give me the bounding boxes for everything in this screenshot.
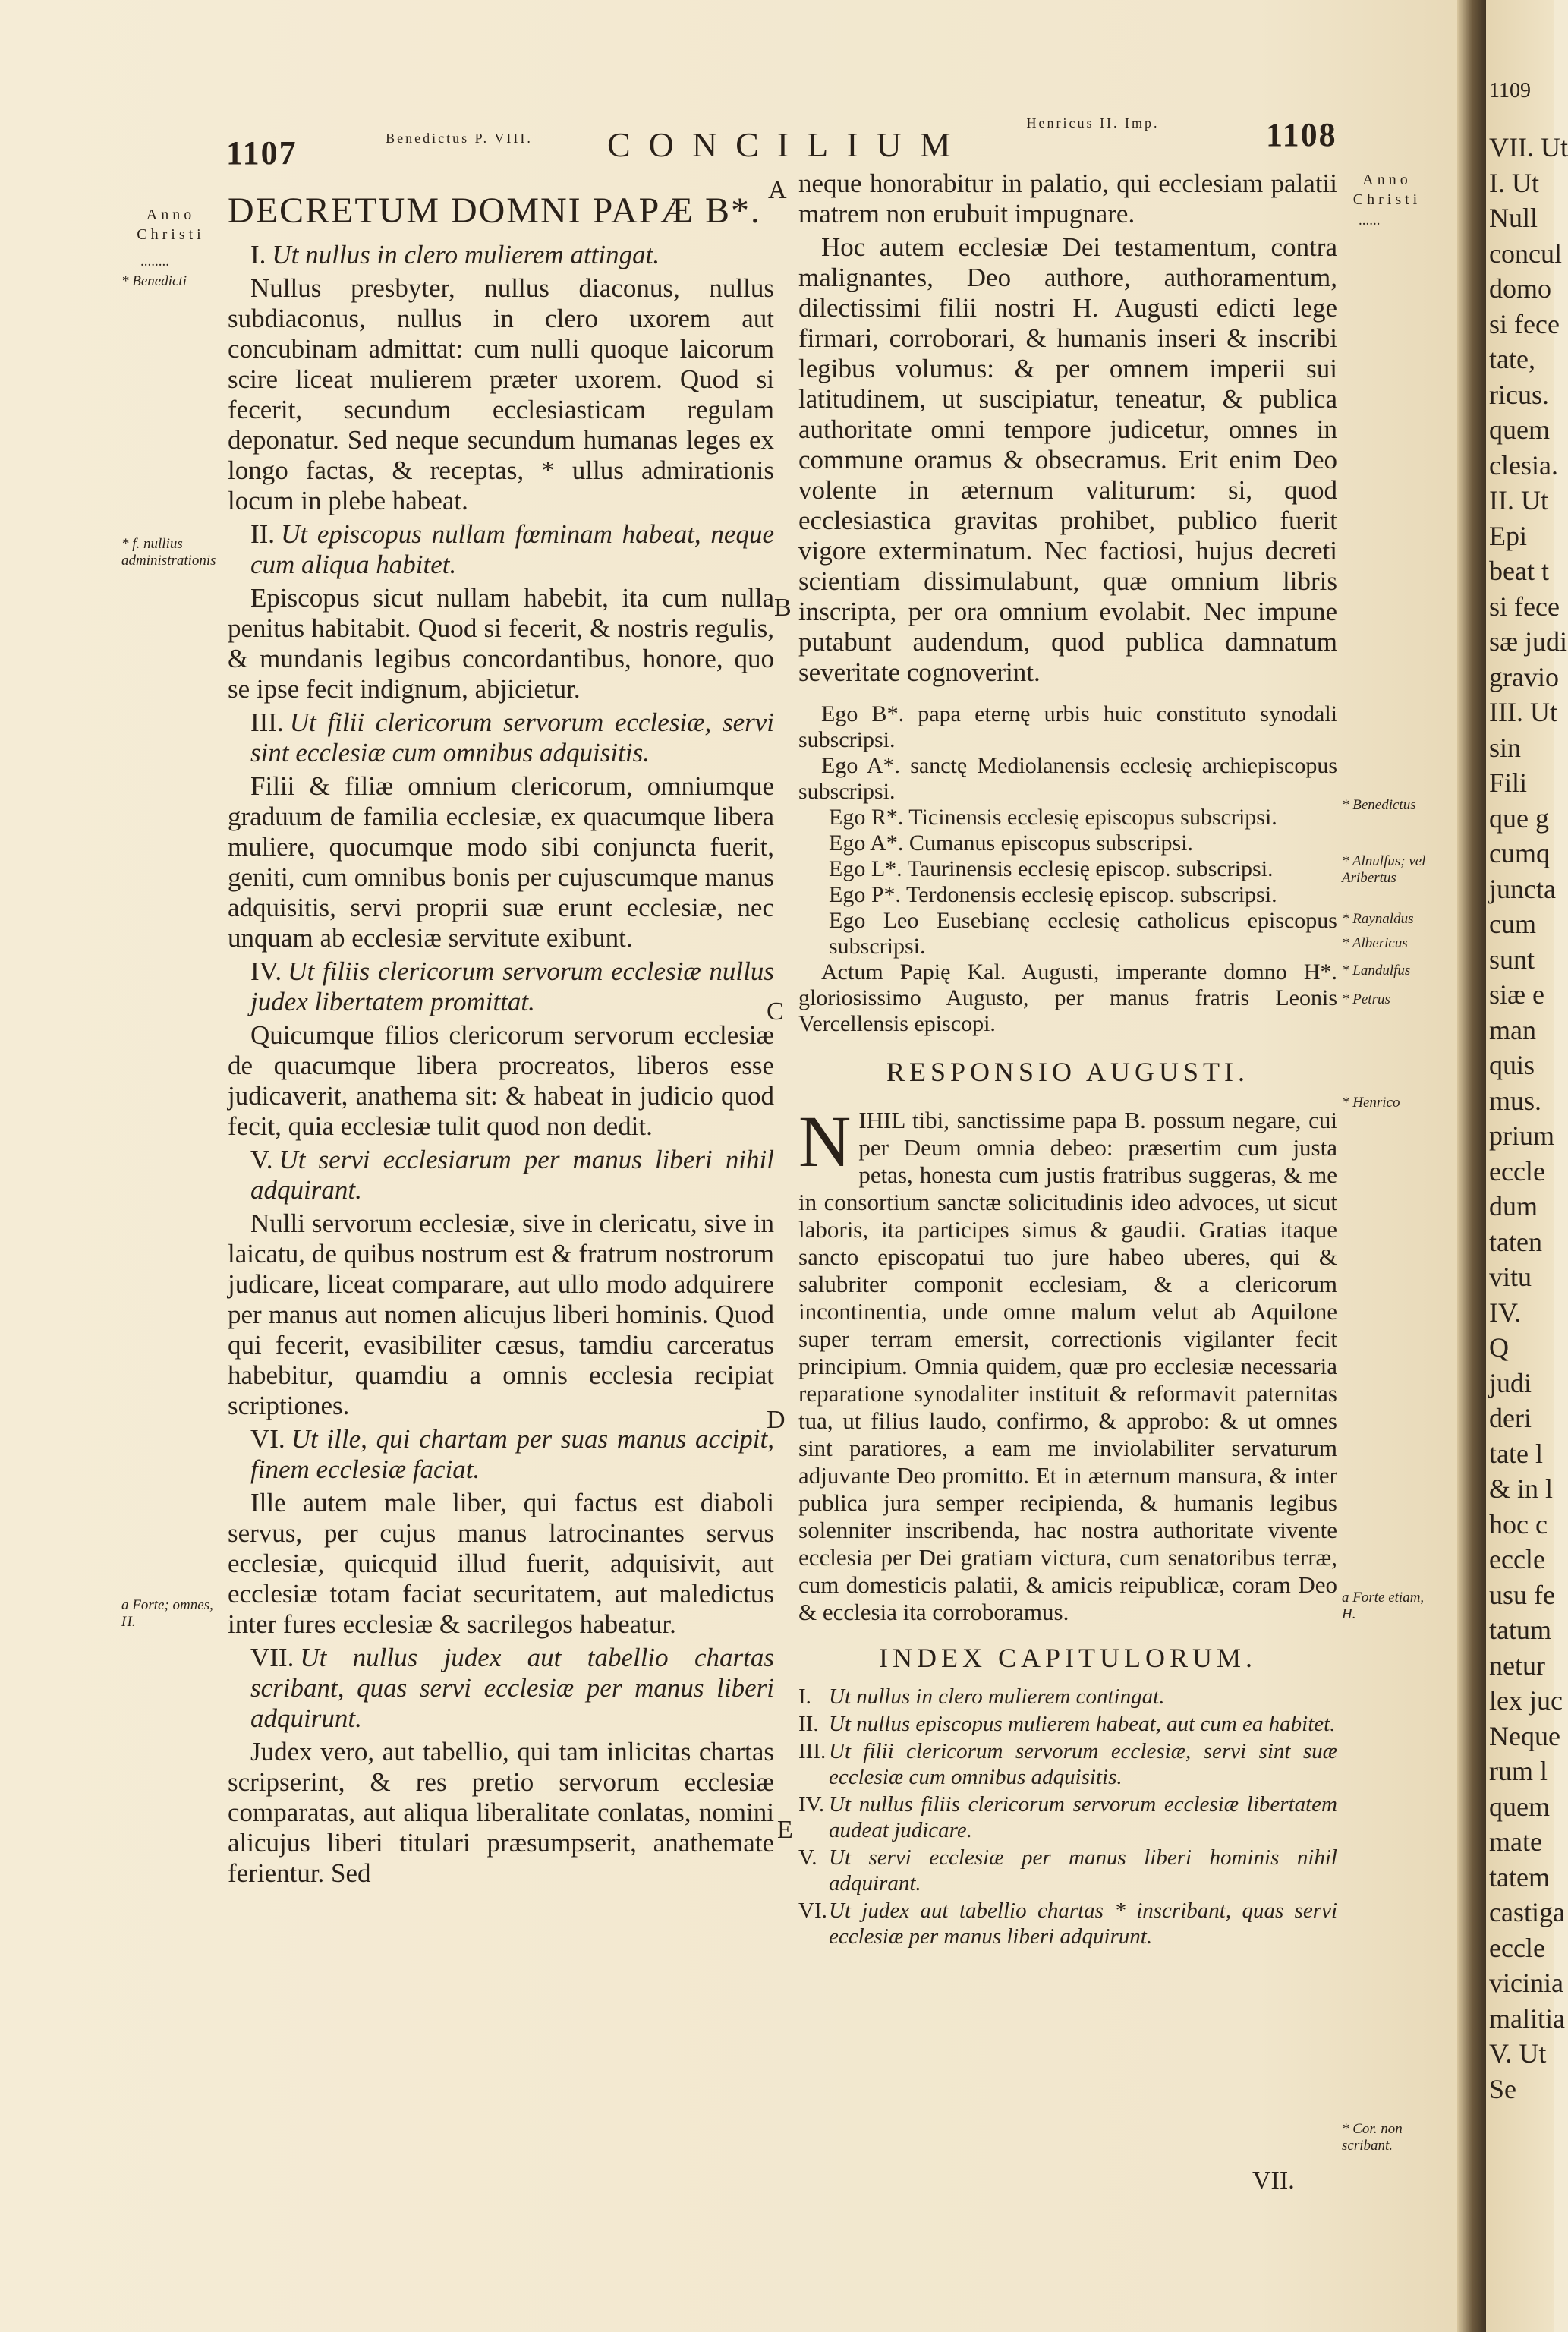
chapter-number: V. [250, 1145, 273, 1174]
chapter-paragraph-3: Filii & filiæ omnium clericorum, omniumque graduum de familia ecclesiæ, ex quacumque libera muliere, quocumque modo sibi conjuncta fuerit, geniti, cum omnibus bonis per cujuscumque manus adquisitis, servi proprii suæ erunt ecclesiæ, nec unquam ab ecclesiæ servitute exibunt. [228, 771, 774, 953]
right-text-column [798, 169, 1337, 1951]
index-entry [798, 1711, 1337, 1737]
index-entry [798, 1845, 1337, 1896]
next-page-fragment: clesia. [1489, 449, 1558, 481]
margin-note-henrico: * Henrico [1342, 1095, 1400, 1111]
section-letter-e: E [777, 1816, 793, 1844]
subscription-actum: Actum Papię Kal. Augusti, imperante domno H*. gloriosissimo Augusto, per manus fratris Leonis Vercellensis episcopi. [798, 960, 1337, 1036]
next-page-fragment: Fili [1489, 767, 1528, 798]
next-page-fragment: eccle [1489, 1155, 1545, 1186]
chapter-heading-2 [228, 519, 774, 580]
next-page-fragment: eccle [1489, 1932, 1545, 1963]
chapter-paragraph-2: Episcopus sicut nullam habebit, ita cum nulla penitus habitabit. Quod si fecerit, & nostris regulis, & mundanis legibus concordantibus, honore, quo se ipse fecit indignum, abjicietur. [228, 583, 774, 704]
next-page-fragment: mus. [1489, 1085, 1542, 1116]
next-page-fragment: gravio [1489, 661, 1559, 692]
next-page-fragment: prium [1489, 1120, 1554, 1151]
next-page-fragment: quis [1489, 1050, 1535, 1080]
next-page-fragment: man [1489, 1014, 1536, 1045]
index-title: INDEX CAPITULORUM. [879, 1643, 1257, 1673]
subscription-line: Ego R*. Ticinensis ecclesię episcopus subscripsi. [829, 805, 1277, 830]
subscriptions-block [798, 701, 1337, 1037]
next-page-fragment: que g [1489, 802, 1549, 834]
chapter-heading-7 [228, 1643, 774, 1734]
next-page-fragment: tate, [1489, 344, 1535, 374]
margin-note-forte-omnes: a Forte; omnes, H. [121, 1597, 213, 1630]
response-title: RESPONSIO AUGUSTI. [886, 1057, 1250, 1087]
index-number: V. [798, 1845, 817, 1870]
index-entry [798, 1898, 1337, 1949]
chapter-heading-text: Ut nullus judex aut tabellio chartas scribant, quas servi ecclesiæ per manus liberi adquirunt. [250, 1643, 774, 1733]
catchword: VII. [1252, 2167, 1295, 2195]
margin-note-nullius: * f. nullius administrationis [121, 536, 216, 569]
chapter-heading-5 [228, 1145, 774, 1205]
index-number: VI. [798, 1899, 827, 1923]
index-text: Ut nullus in clero mulierem contingat. [829, 1684, 1165, 1709]
next-page-fragment: dum [1489, 1191, 1538, 1221]
next-page-fragment: concul [1489, 238, 1562, 269]
chapter-number: III. [250, 707, 284, 737]
margin-anno-christi-left: Anno Christi [137, 206, 205, 243]
next-page-fragment: si fece [1489, 308, 1560, 339]
decree-continuation: neque honorabitur in palatio, qui ecclesiam palatii matrem non erubuit impugnare. [798, 169, 1337, 228]
next-page-fragment: vitu [1489, 1262, 1532, 1292]
next-page-fragment: IV. [1489, 1297, 1522, 1328]
chapter-number: I. [250, 240, 266, 269]
response-text: IHIL tibi, sanctissime papa B. possum negare, cui per Deum omnia debeo: præsertim cum justa petas, honesta cum justis fratribus suggeras, & me in consortium sanctæ solicitudinis ideo advoces, ut sicut laboris, ita participes simus & gaudii. Gratias itaque sancto episcopatui tuo jure habeo uberes, qui & salubriter componit ecclesiam, & a clericorum incontinentia, unde omne malum velut ab Aquilone super terram emersit, correctionis vigilanter fecit principium. Omnia quidem, quæ pro ecclesiæ necessaria reparatione synodaliter instituit & reformavit paternitas tua, ut filius laudo, confirmo, & approbo: & ut omnes sint paratiores, a eam me inviolabiliter servaturum adjuvante Deo promitto. Et in æternum mansura, & inter publica jura semper recipienda, & humanis legibus solenniter inscribenda, hac nostra authoritate vivente ecclesia per Dei gratiam victura, cum senatoribus terræ, cum domesticis palatii, & amicis reipublicæ, coram Deo & ecclesia ita corroboramus. [798, 1107, 1337, 1625]
margin-note-cor-non-scribant: * Cor. non scribant. [1342, 2121, 1403, 2154]
next-page-fragment: judi [1489, 1367, 1532, 1398]
drop-cap: N [798, 1101, 852, 1182]
next-page-fragment: cum [1489, 909, 1536, 939]
margin-dots-right: ...... [1359, 213, 1381, 228]
next-page-fragment: cumq [1489, 838, 1550, 868]
section-letter-d: D [767, 1406, 786, 1434]
chapter-number: IV. [250, 956, 282, 986]
margin-note-benedicti: * Benedicti [121, 273, 187, 289]
margin-note-forte-etiam: a Forte etiam, H. [1342, 1590, 1425, 1622]
response-text-block [798, 1101, 1337, 1626]
next-page-fragment: Neque [1489, 1720, 1560, 1751]
left-text-column [228, 191, 774, 1892]
chapter-heading-text: Ut ille, qui chartam per suas manus accipit, finem ecclesiæ faciat. [250, 1424, 774, 1484]
index-entry [798, 1792, 1337, 1843]
subscription-line: Ego A*. Cumanus episcopus subscripsi. [829, 830, 1193, 856]
next-page-fragment: netur [1489, 1650, 1545, 1681]
margin-anno-christi-right: Anno Christi [1352, 172, 1422, 208]
next-page-fragment: castiga [1489, 1897, 1565, 1927]
chapter-paragraph-1: Nullus presbyter, nullus diaconus, nullus subdiaconus, nullus in clero uxorem aut concubinam admittat: cum nulli quoque laicorum scire liceat mulierem præter uxorem. Quod si fecerit, secundum ecclesiasticam regulam deponatur. Sed neque secundum humanas leges ex longo factas, & receptas, * ullus admirationis locum in plebe habeat. [228, 273, 774, 515]
next-page-fragment: tatem [1489, 1861, 1550, 1892]
next-page-fragment: mate [1489, 1826, 1542, 1857]
subscription-line: Ego L*. Taurinensis ecclesię episcop. subscripsi. [829, 856, 1274, 881]
chapter-paragraph-7: Judex vero, aut tabellio, qui tam inlicitas chartas scripserint, & res pretio servorum ecclesiæ comparatas, aut aliqua liberalitate conlatas, nomini alicujus liberi titulari præsumpserit, anathemate ferientur. Sed [228, 1737, 774, 1888]
index-number: IV. [798, 1792, 825, 1817]
subscription-line: Ego Leo Eusebianę ecclesię catholicus episcopus subscripsi. [829, 908, 1337, 959]
next-page-fragment: Q [1489, 1332, 1509, 1363]
next-page-fragment: Se [1489, 2073, 1516, 2104]
decree-title: DECRETUM DOMNI PAPÆ B*. [228, 191, 761, 231]
chapter-paragraph-6: Ille autem male liber, qui factus est diaboli servus, per cujus manus latrocinantes servus ecclesiæ, quicquid illud fuerit, adquisivit, aut ecclesiæ totam faciat securitatem, aut maledictus inter fures ecclesiæ & sacrilegos habeatur. [228, 1488, 774, 1639]
subscription-line: Ego P*. Terdonensis ecclesię episcop. subscripsi. [829, 882, 1277, 907]
next-page-fragment: I. Ut [1489, 167, 1539, 198]
margin-note-raynaldus: * Raynaldus [1342, 911, 1414, 927]
council-title: CONCILIUM [607, 125, 969, 164]
next-page-fragment: domo [1489, 273, 1552, 304]
margin-note-benedictus: * Benedictus [1342, 797, 1416, 813]
index-text: Ut judex aut tabellio chartas * inscribant, quas servi ecclesiæ per manus liberi adquirunt. [829, 1899, 1337, 1949]
margin-note-alnulfus: * Alnulfus; vel Aribertus [1342, 853, 1426, 886]
next-page-fragment: deri [1489, 1403, 1532, 1433]
next-page-fragment: usu fe [1489, 1579, 1555, 1610]
book-gutter [1457, 0, 1488, 2332]
index-text: Ut nullus filiis clericorum servorum ecclesiæ libertatem audeat judicare. [829, 1792, 1337, 1842]
margin-note-albericus: * Albericus [1342, 935, 1408, 951]
index-number: II. [798, 1712, 819, 1736]
left-running-head: Benedictus P. VIII. [386, 131, 533, 146]
next-page-fragment: siæ e [1489, 979, 1545, 1010]
subscription-line: Ego B*. papa eternę urbis huic constituto synodali subscripsi. [798, 701, 1337, 752]
next-page-fragment: quem [1489, 1791, 1550, 1822]
next-page-fragment: tatum [1489, 1615, 1551, 1645]
index-number: III. [798, 1739, 827, 1763]
next-page-fragment: & in l [1489, 1473, 1554, 1504]
next-page-fragment: quem [1489, 414, 1550, 445]
margin-dots-left: ........ [140, 254, 169, 269]
margin-note-petrus: * Petrus [1342, 991, 1390, 1007]
index-text: Ut servi ecclesiæ per manus liberi hominis nihil adquirant. [829, 1845, 1337, 1896]
next-page-fragment: II. Ut [1489, 485, 1548, 515]
chapter-paragraph-4: Quicumque filios clericorum servorum ecclesiæ de quacumque libera procreatos, liberos esse judicaverit, anathema sit: & habeat in judicio quod fecit, quia ecclesiæ tulit quod non dedit. [228, 1020, 774, 1141]
next-page-fragment: beat t [1489, 556, 1549, 586]
next-page-edge [1486, 0, 1568, 2332]
subscription-line: Ego A*. sanctę Mediolanensis ecclesię archiepiscopus subscripsi. [798, 753, 1337, 804]
chapter-heading-text: Ut nullus in clero mulierem attingat. [272, 240, 660, 269]
next-page-fragment: si fece [1489, 591, 1560, 622]
next-page-fragment: sunt [1489, 944, 1535, 975]
next-page-fragment: eccle [1489, 1544, 1545, 1574]
next-page-fragment: hoc c [1489, 1508, 1548, 1539]
section-letter-c: C [767, 997, 784, 1026]
index-entry [798, 1738, 1337, 1790]
chapter-heading-text: Ut filii clericorum servorum ecclesiæ, servi sint ecclesiæ cum omnibus adquisitis. [250, 707, 774, 767]
next-page-fragment: malitia [1489, 2003, 1565, 2034]
left-page-number: 1107 [226, 134, 298, 172]
chapter-heading-6 [228, 1424, 774, 1485]
decree-conclusion: Hoc autem ecclesiæ Dei testamentum, contra malignantes, Deo authore, authoramentum, dilectissimi filii nostri H. Augusti edicti lege firmari, corroborari, & humanis inseri & inscribi legibus volumus: & per omnem imperii sui latitudinem, ut suscipiatur, teneatur, & publica authoritate omni tempore judicetur, omnes in commune oramus & obsecramus. Erit enim Deo volente in æternum valiturum: si, quod ecclesiastica gravitas prohibet, publico fuerit vigore exterminatum. Nec factiosi, hujus decreti scientiam dissimulabunt, quæ omnium libris inscripta, per ora omnium evolabit. Nec impune putabunt audendum, quod publica damnatum severitate cognoverint. [798, 232, 1337, 687]
index-of-chapters [798, 1684, 1337, 1949]
next-page-fragment: V. Ut [1489, 2038, 1547, 2069]
next-page-fragment: Epi [1489, 520, 1527, 551]
chapter-number: II. [250, 519, 276, 549]
right-running-head: Henricus II. Imp. [1026, 115, 1160, 131]
section-letter-b: B [774, 594, 792, 622]
next-page-fragment: Null [1489, 203, 1538, 233]
chapter-heading-text: Ut servi ecclesiarum per manus liberi nihil adquirant. [250, 1145, 774, 1205]
next-page-number: 1109 [1489, 79, 1531, 102]
chapter-heading-text: Ut filiis clericorum servorum ecclesiæ nullus judex libertatem promittat. [250, 956, 774, 1016]
chapter-heading-1 [228, 240, 774, 270]
next-page-fragment: juncta [1489, 873, 1556, 904]
next-page-fragment: sæ judi [1489, 626, 1568, 657]
margin-note-landulfus: * Landulfus [1342, 963, 1411, 978]
next-page-fragment: vicinia [1489, 1968, 1563, 1998]
next-page-fragment: taten [1489, 1226, 1542, 1257]
next-page-fragment: lex juc [1489, 1685, 1563, 1716]
index-number: I. [798, 1684, 811, 1709]
chapter-paragraph-5: Nulli servorum ecclesiæ, sive in clericatu, sive in laicatu, de quibus nostrum est & fratrum nostrorum judicare, liceat comparare, aut ullo modo adquirere per manus aut nomen alicujus liberi hominis. Quod qui fecerit, evasibiliter cæsus, tamdiu carceratus habebitur, quamdiu a omnis ecclesia recipiat scriptiones. [228, 1209, 774, 1420]
index-entry [798, 1684, 1337, 1710]
right-page-number: 1108 [1266, 116, 1337, 153]
chapter-heading-text: Ut episcopus nullam fœminam habeat, neque cum aliqua habitet. [250, 519, 774, 579]
next-page-fragment: sin [1489, 732, 1522, 763]
index-text: Ut filii clericorum servorum ecclesiæ, servi sint suæ ecclesiæ cum omnibus adquisitis. [829, 1739, 1337, 1789]
index-text: Ut nullus episcopus mulierem habeat, aut cum ea habitet. [829, 1712, 1336, 1736]
next-page-fragment: rum l [1489, 1756, 1548, 1786]
chapter-heading-3 [228, 707, 774, 768]
next-page-fragment: ricus. [1489, 379, 1549, 410]
chapter-heading-4 [228, 956, 774, 1017]
next-page-fragment: III. Ut [1489, 697, 1557, 727]
next-page-fragment: VII. Ut [1489, 132, 1568, 162]
next-page-fragment: tate l [1489, 1438, 1543, 1469]
chapter-number: VI. [250, 1424, 285, 1454]
chapter-number: VII. [250, 1643, 294, 1672]
section-letter-a: A [768, 176, 787, 204]
